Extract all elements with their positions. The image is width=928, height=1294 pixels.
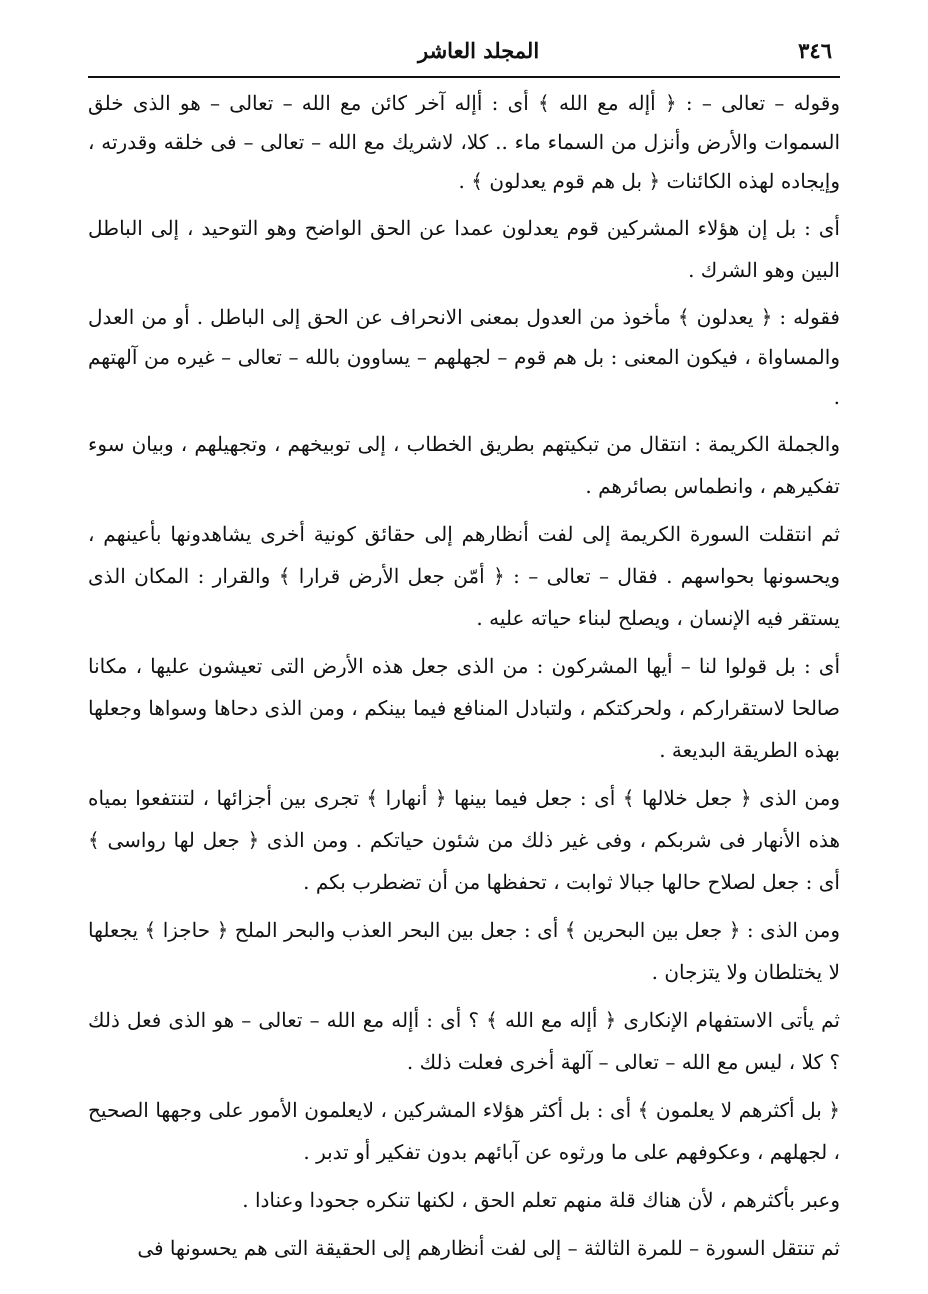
paragraph: وقوله – تعالى – : ﴿ أإله مع الله ﴾ أى : أإله آخر كائن مع الله – تعالى – هو الذى خلق السموات والأرض وأنزل من السماء ماء .. كلا، لاشريك مع الله – تعالى – فى خلقه وقدرته ، وإيجاده لهذه الكائنات ﴿ بل هم قوم يعدلون ﴾ . bbox=[88, 91, 840, 193]
paragraph: أى : بل إن هؤلاء المشركين قوم يعدلون عمدا عن الحق الواضح وهو التوحيد ، إلى الباطل البين وهو الشرك . bbox=[88, 216, 840, 282]
paragraph: ﴿ بل أكثرهم لا يعلمون ﴾ أى : بل أكثر هؤلاء المشركين ، لايعلمون الأمور على وجهها الصحيح ، لجهلهم ، وعكوفهم على ما ورثوه عن آبائهم بدون تفكير أو تدبر . bbox=[88, 1098, 841, 1164]
paragraph: ثم يأتى الاستفهام الإنكارى ﴿ أإله مع الله ﴾ ؟ أى : أإله مع الله – تعالى – هو الذى فعل ذلك ؟ كلا ، ليس مع الله – تعالى – آلهة أخرى فعلت ذلك . bbox=[88, 1008, 840, 1074]
paragraph: وعبر بأكثرهم ، لأن هناك قلة منهم تعلم الحق ، لكنها تنكره جحودا وعنادا . bbox=[242, 1188, 840, 1212]
page-number: ٣٤٦ bbox=[798, 38, 832, 63]
paragraph: ثم تنتقل السورة – للمرة الثالثة – إلى لفت أنظارهم إلى الحقيقة التى هم يحسونها فى bbox=[137, 1236, 840, 1260]
page-header bbox=[88, 38, 840, 74]
book-page bbox=[88, 38, 840, 1275]
paragraph: ومن الذى : ﴿ جعل بين البحرين ﴾ أى : جعل بين البحر العذب والبحر الملح ﴿ حاجزا ﴾ يجعلها لا يختلطان ولا يتزجان . bbox=[88, 918, 840, 984]
paragraph: أى : بل قولوا لنا – أيها المشركون : من الذى جعل هذه الأرض التى تعيشون عليها ، مكانا صالحا لاستقراركم ، ولحركتكم ، ولتبادل المنافع فيما بينكم ، ومن الذى دحاها وسواها وجعلها بهذه الطريقة البديعة . bbox=[88, 654, 840, 762]
paragraph: ثم انتقلت السورة الكريمة إلى لفت أنظارهم إلى حقائق كونية أخرى يشاهدونها بأعينهم ، ويحسونها بحواسهم . فقال – تعالى – : ﴿ أمّن جعل الأرض قرارا ﴾ والقرار : المكان الذى يستقر فيه الإنسان ، ويصلح لبناء حياته عليه . bbox=[88, 522, 840, 630]
volume-title: المجلد العاشر bbox=[418, 38, 540, 63]
header-rule bbox=[88, 76, 840, 78]
body-text bbox=[88, 84, 840, 1269]
paragraph: فقوله : ﴿ يعدلون ﴾ مأخوذ من العدول بمعنى الانحراف عن الحق إلى الباطل . أو من العدل والمساواة ، فيكون المعنى : بل هم قوم – لجهلهم – يساوون بالله – تعالى – غيره من آلهتهم . bbox=[88, 305, 840, 409]
paragraph: ومن الذى ﴿ جعل خلالها ﴾ أى : جعل فيما بينها ﴿ أنهارا ﴾ تجرى بين أجزائها ، لتنتفعوا بمياه هذه الأنهار فى شربكم ، وفى غير ذلك من شئون حياتكم . ومن الذى ﴿ جعل لها رواسى ﴾ أى : جعل لصلاح حالها جبالا ثوابت ، تحفظها من أن تضطرب بكم . bbox=[88, 786, 840, 894]
paragraph: والجملة الكريمة : انتقال من تبكيتهم بطريق الخطاب ، إلى توبيخهم ، وتجهيلهم ، وبيان سوء تفكيرهم ، وانطماس بصائرهم . bbox=[88, 432, 840, 498]
